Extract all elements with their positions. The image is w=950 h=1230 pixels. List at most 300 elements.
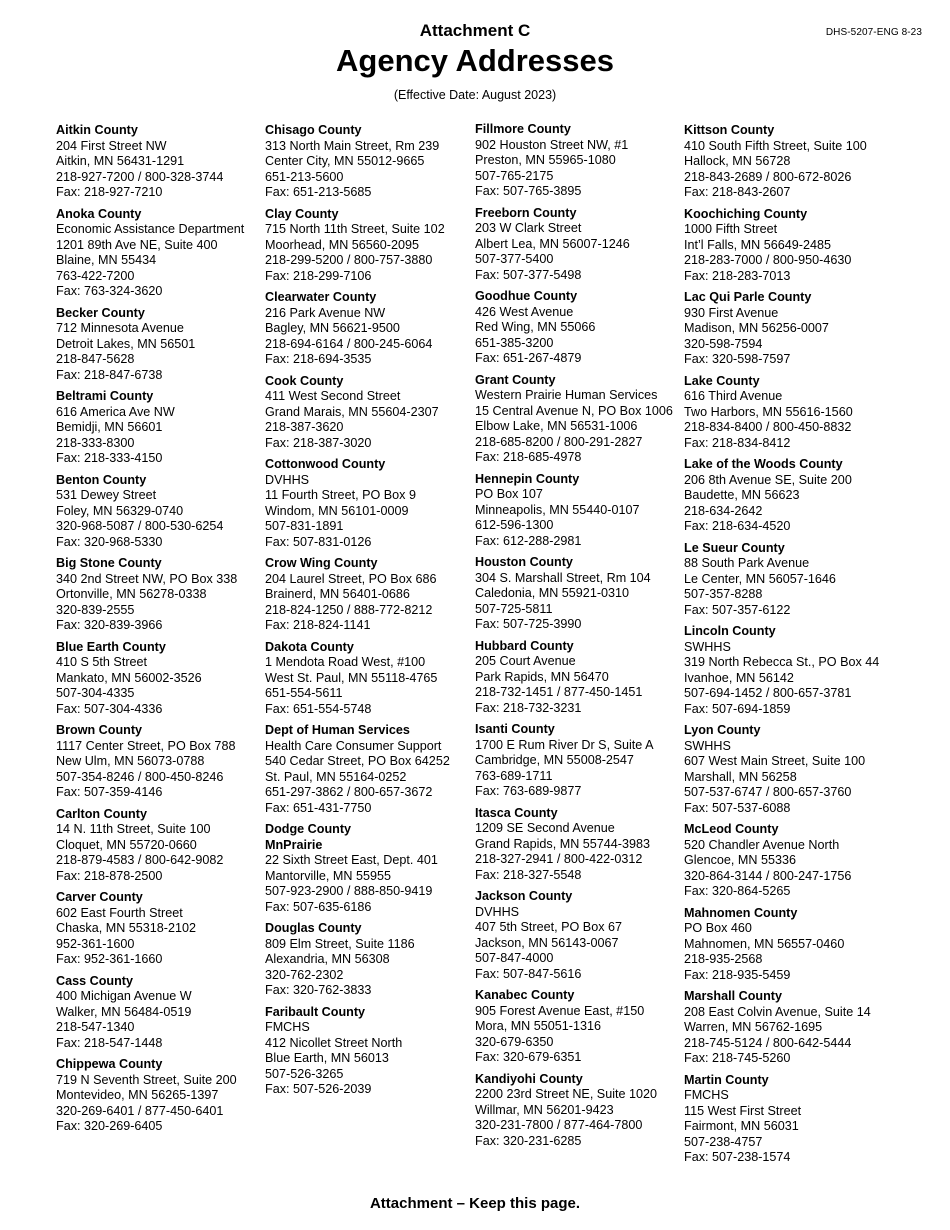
attachment-label: Attachment C	[419, 21, 531, 40]
agency-line: Cambridge, MN 55008-2547	[475, 753, 634, 767]
agency-line: Center City, MN 55012-9665	[265, 154, 425, 168]
agency-line: Fax: 507-831-0126	[265, 534, 372, 549]
agency-line: West St. Paul, MN 55118-4765	[265, 670, 438, 685]
agency-name: Houston County	[475, 555, 573, 569]
agency-name: Faribault County	[265, 1004, 366, 1019]
agency-name: Mahnomen County	[684, 905, 798, 920]
agency-line: 218-283-7000 / 800-950-4630	[684, 253, 852, 267]
agency-line: Fax: 507-304-4336	[56, 701, 163, 716]
agency-name: Lake of the Woods County	[684, 457, 843, 471]
agency-line: Bagley, MN 56621-9500	[265, 321, 400, 335]
agency-line: Mora, MN 55051-1316	[475, 1019, 602, 1033]
agency-name: Hubbard County	[475, 638, 574, 653]
agency-name: Freeborn County	[475, 205, 577, 220]
agency-entry	[684, 624, 899, 717]
agency-line: Blaine, MN 55434	[56, 253, 157, 267]
agency-line: Grand Rapids, MN 55744-3983	[475, 836, 651, 851]
agency-line: Elbow Lake, MN 56531-1006	[475, 419, 638, 433]
agency-line: 218-547-1340	[56, 1020, 135, 1034]
agency-line: Two Harbors, MN 55616-1560	[684, 404, 853, 419]
agency-line: 507-765-2175	[475, 168, 554, 183]
agency-entry	[684, 723, 899, 816]
agency-line: 507-694-1452 / 800-657-3781	[684, 686, 852, 700]
agency-entry	[56, 473, 271, 551]
agency-entry	[475, 555, 690, 633]
agency-line: Fax: 507-725-3990	[475, 617, 582, 631]
agency-entry	[265, 822, 480, 915]
agency-entry	[475, 122, 690, 200]
agency-entry	[56, 207, 271, 300]
agency-line: Fax: 218-878-2500	[56, 868, 163, 883]
agency-line: Fax: 320-598-7597	[684, 352, 791, 366]
agency-entry	[265, 374, 480, 452]
agency-entry	[475, 988, 690, 1066]
agency-entry	[475, 889, 690, 982]
agency-line: 15 Central Avenue N, PO Box 1006	[475, 403, 673, 418]
agency-line: 612-596-1300	[475, 518, 554, 532]
agency-line: Western Prairie Human Services	[475, 388, 658, 402]
agency-line: Le Center, MN 56057-1646	[684, 571, 836, 586]
agency-line: 507-238-4757	[684, 1134, 763, 1149]
agency-line: 218-847-5628	[56, 352, 135, 366]
agency-line: 616 Third Avenue	[684, 389, 783, 403]
agency-entry	[265, 457, 480, 550]
agency-line: 1000 Fifth Street	[684, 222, 778, 236]
agency-line: PO Box 107	[475, 487, 543, 501]
agency-line: 930 First Avenue	[684, 305, 779, 320]
agency-name: Jackson County	[475, 889, 573, 903]
agency-line: Fax: 218-299-7106	[265, 268, 372, 283]
agency-line: 1700 E Rum River Dr S, Suite A	[475, 737, 654, 752]
agency-name: Goodhue County	[475, 289, 578, 303]
agency-line: Fax: 218-824-1141	[265, 618, 371, 632]
agency-name: Chisago County	[265, 123, 362, 137]
agency-line: 313 North Main Street, Rm 239	[265, 138, 440, 153]
agency-line: 203 W Clark Street	[475, 221, 582, 235]
agency-line: Brainerd, MN 56401-0686	[265, 587, 410, 601]
agency-line: Fax: 507-357-6122	[684, 602, 791, 617]
agency-line: Fax: 218-685-4978	[475, 450, 582, 464]
agency-line: 651-385-3200	[475, 335, 554, 350]
agency-line: Fax: 218-634-4520	[684, 519, 791, 533]
agency-line: 22 Sixth Street East, Dept. 401	[265, 853, 438, 867]
agency-line: Fax: 952-361-1660	[56, 952, 163, 966]
agency-line: Preston, MN 55965-1080	[475, 153, 616, 167]
agency-line: Fax: 218-333-4150	[56, 451, 163, 465]
agency-line: 1209 SE Second Avenue	[475, 821, 615, 835]
address-column-1	[56, 123, 271, 1141]
agency-line: Cloquet, MN 55720-0660	[56, 837, 197, 852]
agency-name: Brown County	[56, 723, 143, 737]
agency-name: Beltrami County	[56, 389, 154, 403]
agency-line: 715 North 11th Street, Suite 102	[265, 222, 445, 236]
address-column-3	[475, 122, 690, 1155]
agency-line: 218-843-2689 / 800-672-8026	[684, 169, 852, 184]
agency-line: 651-297-3862 / 800-657-3672	[265, 785, 433, 799]
agency-name: Dakota County	[265, 639, 354, 654]
agency-line: 218-634-2642	[684, 503, 763, 518]
agency-entry	[265, 640, 480, 718]
agency-entry	[56, 556, 271, 634]
agency-line: 320-864-3144 / 800-247-1756	[684, 868, 852, 883]
agency-entry	[56, 974, 271, 1052]
agency-line: Glencoe, MN 55336	[684, 853, 797, 867]
agency-line: 411 West Second Street	[265, 389, 401, 403]
agency-line: Fax: 763-324-3620	[56, 284, 163, 298]
agency-line: 719 N Seventh Street, Suite 200	[56, 1072, 237, 1087]
agency-line: 1201 89th Ave NE, Suite 400	[56, 237, 218, 252]
agency-name: Aitkin County	[56, 123, 138, 137]
agency-line: Fax: 651-431-7750	[265, 800, 372, 815]
agency-line: 340 2nd Street NW, PO Box 338	[56, 571, 238, 586]
agency-line: 507-354-8246 / 800-450-8246	[56, 769, 224, 784]
agency-line: Fax: 507-377-5498	[475, 267, 582, 282]
agency-name: Hennepin County	[475, 471, 580, 486]
agency-line: 319 North Rebecca St., PO Box 44	[684, 655, 880, 669]
agency-entry	[56, 123, 271, 201]
agency-line: 905 Forest Avenue East, #150	[475, 1003, 645, 1018]
agency-line: Fax: 320-839-3966	[56, 618, 163, 632]
agency-name: Marshall County	[684, 989, 782, 1003]
agency-line: 320-839-2555	[56, 602, 135, 617]
agency-line: Baudette, MN 56623	[684, 488, 800, 502]
agency-line: Red Wing, MN 55066	[475, 320, 596, 334]
agency-line: SWHHS	[684, 639, 731, 654]
agency-line: 763-422-7200	[56, 268, 135, 283]
agency-line: 218-732-1451 / 877-450-1451	[475, 685, 643, 699]
agency-line: 410 South Fifth Street, Suite 100	[684, 138, 867, 153]
agency-line: 320-598-7594	[684, 336, 763, 351]
agency-line: 507-831-1891	[265, 519, 344, 533]
agency-line: Fax: 218-745-5260	[684, 1051, 791, 1065]
agency-line: Fax: 507-526-2039	[265, 1082, 372, 1096]
agency-line: 1 Mendota Road West, #100	[265, 655, 426, 669]
agency-line: Jackson, MN 56143-0067	[475, 935, 619, 950]
agency-entry	[265, 290, 480, 368]
agency-entry	[475, 206, 690, 284]
agency-line: Fax: 218-847-6738	[56, 367, 163, 382]
agency-name: Big Stone County	[56, 556, 162, 570]
agency-name: Benton County	[56, 472, 147, 487]
agency-line: 400 Michigan Avenue W	[56, 989, 192, 1003]
form-id: DHS-5207-ENG 8-23	[825, 27, 922, 38]
agency-name: Isanti County	[475, 722, 555, 736]
agency-entry	[684, 290, 899, 368]
agency-entry	[684, 989, 899, 1067]
agency-name: Le Sueur County	[684, 540, 785, 555]
agency-line: Fax: 507-537-6088	[684, 800, 791, 815]
agency-line: Minneapolis, MN 55440-0107	[475, 502, 640, 517]
agency-name: Becker County	[56, 305, 145, 320]
agency-line: Fax: 320-762-3833	[265, 983, 372, 997]
agency-line: Moorhead, MN 56560-2095	[265, 237, 420, 252]
agency-line: SWHHS	[684, 738, 731, 753]
agency-line: 952-361-1600	[56, 936, 135, 951]
address-column-4	[684, 123, 899, 1172]
agency-entry	[265, 556, 480, 634]
agency-line: 206 8th Avenue SE, Suite 200	[684, 472, 852, 487]
agency-entry	[475, 373, 690, 466]
agency-line: 218-834-8400 / 800-450-8832	[684, 420, 852, 434]
agency-entry	[475, 722, 690, 800]
agency-line: Economic Assistance Department	[56, 222, 245, 236]
agency-line: PO Box 460	[684, 921, 752, 935]
agency-line: Fax: 218-283-7013	[684, 268, 791, 283]
agency-entry	[475, 639, 690, 717]
agency-line: 205 Court Avenue	[475, 654, 576, 668]
agency-line: Blue Earth, MN 56013	[265, 1051, 389, 1065]
agency-line: Fax: 218-694-3535	[265, 352, 372, 366]
agency-line: 651-213-5600	[265, 169, 344, 184]
agency-name: Carver County	[56, 890, 143, 904]
agency-line: 218-333-8300	[56, 435, 135, 450]
agency-line: Fax: 320-231-6285	[475, 1133, 582, 1148]
agency-line: Mahnomen, MN 56557-0460	[684, 936, 845, 951]
agency-line: 218-327-2941 / 800-422-0312	[475, 852, 643, 866]
agency-entry	[684, 541, 899, 619]
agency-line: Fax: 763-689-9877	[475, 784, 582, 798]
agency-entry	[684, 374, 899, 452]
agency-line: 763-689-1711	[475, 768, 553, 783]
agency-line: 115 West First Street	[684, 1103, 802, 1118]
agency-name: Carlton County	[56, 806, 147, 821]
agency-name: Dept of Human Services	[265, 723, 410, 737]
agency-name: Itasca County	[475, 805, 558, 820]
agency-line: 507-377-5400	[475, 252, 554, 266]
agency-name: Kittson County	[684, 123, 775, 137]
agency-name: Fillmore County	[475, 122, 571, 136]
agency-line: Warren, MN 56762-1695	[684, 1020, 823, 1034]
agency-entry	[56, 306, 271, 384]
agency-line: 218-299-5200 / 800-757-3880	[265, 253, 433, 267]
agency-line: 320-231-7800 / 877-464-7800	[475, 1118, 643, 1132]
agency-line: 218-387-3620	[265, 420, 344, 434]
agency-line: Park Rapids, MN 56470	[475, 669, 609, 684]
agency-entry	[265, 1005, 480, 1098]
agency-line: Fax: 320-679-6351	[475, 1050, 582, 1064]
agency-entry	[265, 723, 480, 816]
agency-line: Fax: 320-269-6405	[56, 1119, 163, 1133]
agency-line: 320-269-6401 / 877-450-6401	[56, 1103, 224, 1118]
agency-line: Fax: 218-927-7210	[56, 185, 163, 199]
agency-line: Fax: 320-968-5330	[56, 534, 163, 549]
agency-line: Windom, MN 56101-0009	[265, 503, 409, 518]
agency-line: 507-357-8288	[684, 587, 763, 601]
agency-line: Albert Lea, MN 56007-1246	[475, 236, 630, 251]
agency-line: Grand Marais, MN 55604-2307	[265, 404, 439, 419]
address-column-2	[265, 123, 480, 1104]
agency-name: Cass County	[56, 973, 133, 988]
agency-line: 320-968-5087 / 800-530-6254	[56, 519, 224, 533]
agency-line: 651-554-5611	[265, 686, 343, 700]
agency-entry	[265, 921, 480, 999]
agency-line: 218-879-4583 / 800-642-9082	[56, 853, 224, 867]
agency-name: Koochiching County	[684, 206, 808, 221]
agency-line: Alexandria, MN 56308	[265, 952, 390, 966]
agency-line: Fax: 651-554-5748	[265, 701, 372, 716]
agency-line: 520 Chandler Avenue North	[684, 837, 840, 852]
agency-entry	[684, 123, 899, 201]
agency-line: Foley, MN 56329-0740	[56, 503, 184, 518]
agency-line: Int’l Falls, MN 56649-2485	[684, 237, 831, 252]
agency-line: 1117 Center Street, PO Box 788	[56, 738, 236, 753]
agency-name: McLeod County	[684, 822, 779, 836]
agency-name: Lac Qui Parle County	[684, 290, 812, 304]
agency-line: Fax: 218-327-5548	[475, 867, 582, 882]
page-title: Agency Addresses	[336, 43, 614, 78]
agency-name: Kandiyohi County	[475, 1071, 583, 1086]
agency-name: Chippewa County	[56, 1057, 163, 1071]
agency-line: 507-537-6747 / 800-657-3760	[684, 785, 852, 799]
agency-line: 412 Nicollet Street North	[265, 1035, 403, 1050]
agency-line: FMCHS	[684, 1088, 729, 1102]
agency-line: Health Care Consumer Support	[265, 738, 442, 753]
agency-line: Montevideo, MN 56265-1397	[56, 1088, 219, 1102]
agency-line: New Ulm, MN 56073-0788	[56, 754, 205, 768]
agency-line: 410 S 5th Street	[56, 655, 148, 669]
agency-name: Cook County	[265, 373, 344, 388]
agency-name: Dodge County	[265, 822, 352, 836]
agency-entry	[684, 906, 899, 984]
agency-line: 218-935-2568	[684, 952, 763, 966]
agency-entry	[56, 640, 271, 718]
agency-line: 426 West Avenue	[475, 304, 574, 319]
agency-line: 218-927-7200 / 800-328-3744	[56, 169, 224, 184]
agency-line: 407 5th Street, PO Box 67	[475, 920, 623, 934]
agency-name: Lyon County	[684, 723, 761, 737]
agency-line: 507-847-4000	[475, 951, 554, 965]
agency-line: Detroit Lakes, MN 56501	[56, 336, 196, 351]
agency-line: 320-762-2302	[265, 967, 344, 982]
page-header	[0, 20, 950, 103]
agency-name: Clay County	[265, 206, 339, 221]
agency-line: Fairmont, MN 56031	[684, 1119, 799, 1133]
agency-name: Martin County	[684, 1072, 769, 1087]
agency-line: Ivanhoe, MN 56142	[684, 670, 794, 685]
agency-line: FMCHS	[265, 1020, 310, 1034]
agency-line: 607 West Main Street, Suite 100	[684, 754, 866, 768]
agency-entry	[475, 806, 690, 884]
agency-entry	[56, 389, 271, 467]
agency-name: Grant County	[475, 372, 556, 387]
agency-line: Aitkin, MN 56431-1291	[56, 154, 185, 168]
agency-entry	[684, 822, 899, 900]
agency-line: Fax: 507-847-5616	[475, 966, 582, 981]
agency-line: 507-304-4335	[56, 686, 135, 700]
footer-note: Attachment – Keep this page.	[369, 1195, 581, 1212]
agency-line: 204 Laurel Street, PO Box 686	[265, 571, 437, 586]
agency-name: Crow Wing County	[265, 556, 378, 570]
agency-line: 507-725-5811	[475, 601, 553, 616]
agency-entry	[56, 723, 271, 801]
agency-line: DVHHS	[475, 904, 520, 919]
agency-line: 809 Elm Street, Suite 1186	[265, 936, 415, 951]
agency-name: Cottonwood County	[265, 457, 386, 471]
agency-line: Ortonville, MN 56278-0338	[56, 587, 207, 601]
agency-line: 616 America Ave NW	[56, 404, 175, 419]
agency-line: Fax: 507-359-4146	[56, 785, 163, 799]
agency-line: Mankato, MN 56002-3526	[56, 670, 202, 685]
agency-line: 902 Houston Street NW, #1	[475, 137, 629, 152]
agency-line: 204 First Street NW	[56, 138, 167, 153]
agency-line: Fax: 218-732-3231	[475, 700, 582, 715]
effective-date: (Effective Date: August 2023)	[393, 88, 557, 102]
agency-line: 531 Dewey Street	[56, 488, 157, 502]
agency-line: Fax: 507-694-1859	[684, 701, 791, 716]
agency-entry	[475, 472, 690, 550]
agency-line: Fax: 507-765-3895	[475, 184, 582, 198]
agency-entry	[475, 1072, 690, 1150]
agency-line: 218-745-5124 / 800-642-5444	[684, 1035, 852, 1050]
agency-entry	[56, 807, 271, 885]
agency-line: Mantorville, MN 55955	[265, 868, 391, 883]
agency-line: 2200 23rd Street NE, Suite 1020	[475, 1087, 658, 1101]
agency-line: Fax: 507-635-6186	[265, 899, 372, 914]
agency-line: Walker, MN 56484-0519	[56, 1004, 192, 1019]
agency-entry	[684, 1073, 899, 1166]
agency-line: Caledonia, MN 55921-0310	[475, 586, 630, 600]
agency-line: 602 East Fourth Street	[56, 905, 183, 920]
agency-entry	[684, 207, 899, 285]
agency-line: Madison, MN 56256-0007	[684, 321, 829, 335]
agency-line: 507-526-3265	[265, 1066, 344, 1081]
agency-line: 712 Minnesota Avenue	[56, 321, 184, 335]
agency-line: Marshall, MN 56258	[684, 769, 797, 784]
agency-line: 218-694-6164 / 800-245-6064	[265, 336, 433, 351]
agency-line: 304 S. Marshall Street, Rm 104	[475, 570, 651, 585]
agency-name: Douglas County	[265, 921, 362, 935]
agency-name: Lake County	[684, 373, 760, 388]
agency-entry	[265, 207, 480, 285]
agency-line: 88 South Park Avenue	[684, 556, 810, 570]
agency-line: 216 Park Avenue NW	[265, 305, 386, 320]
agency-line: Willmar, MN 56201-9423	[475, 1102, 614, 1117]
agency-line: 11 Fourth Street, PO Box 9	[265, 488, 416, 502]
agency-line: 320-679-6350	[475, 1034, 554, 1049]
agency-line: 507-923-2900 / 888-850-9419	[265, 884, 433, 898]
agency-entry	[475, 289, 690, 367]
agency-line: Fax: 651-267-4879	[475, 351, 582, 365]
agency-line: 14 N. 11th Street, Suite 100	[56, 822, 211, 836]
agency-line: 208 East Colvin Avenue, Suite 14	[684, 1004, 871, 1019]
agency-line: Fax: 218-935-5459	[684, 967, 791, 982]
agency-line: DVHHS	[265, 472, 310, 487]
agency-line: Fax: 612-288-2981	[475, 533, 582, 548]
agency-line: Fax: 218-843-2607	[684, 185, 791, 199]
agency-line: 540 Cedar Street, PO Box 64252	[265, 754, 450, 768]
agency-name: Clearwater County	[265, 290, 377, 304]
agency-name: Anoka County	[56, 206, 142, 221]
agency-name: Lincoln County	[684, 624, 776, 638]
agency-entry	[56, 1057, 271, 1135]
agency-entry	[684, 457, 899, 535]
agency-line: Fax: 218-387-3020	[265, 435, 372, 450]
agency-line: Fax: 218-547-1448	[56, 1035, 163, 1050]
agency-subname: MnPrairie	[265, 837, 323, 852]
agency-line: Fax: 507-238-1574	[684, 1150, 791, 1164]
agency-line: Bemidji, MN 56601	[56, 420, 163, 434]
agency-line: 218-824-1250 / 888-772-8212	[265, 602, 433, 617]
agency-name: Blue Earth County	[56, 639, 166, 654]
agency-line: St. Paul, MN 55164-0252	[265, 769, 407, 784]
agency-line: Fax: 651-213-5685	[265, 185, 372, 199]
agency-line: Chaska, MN 55318-2102	[56, 921, 197, 935]
agency-line: Hallock, MN 56728	[684, 154, 791, 168]
agency-line: 218-685-8200 / 800-291-2827	[475, 434, 643, 449]
agency-name: Kanabec County	[475, 988, 575, 1002]
agency-entry	[265, 123, 480, 201]
agency-entry	[56, 890, 271, 968]
